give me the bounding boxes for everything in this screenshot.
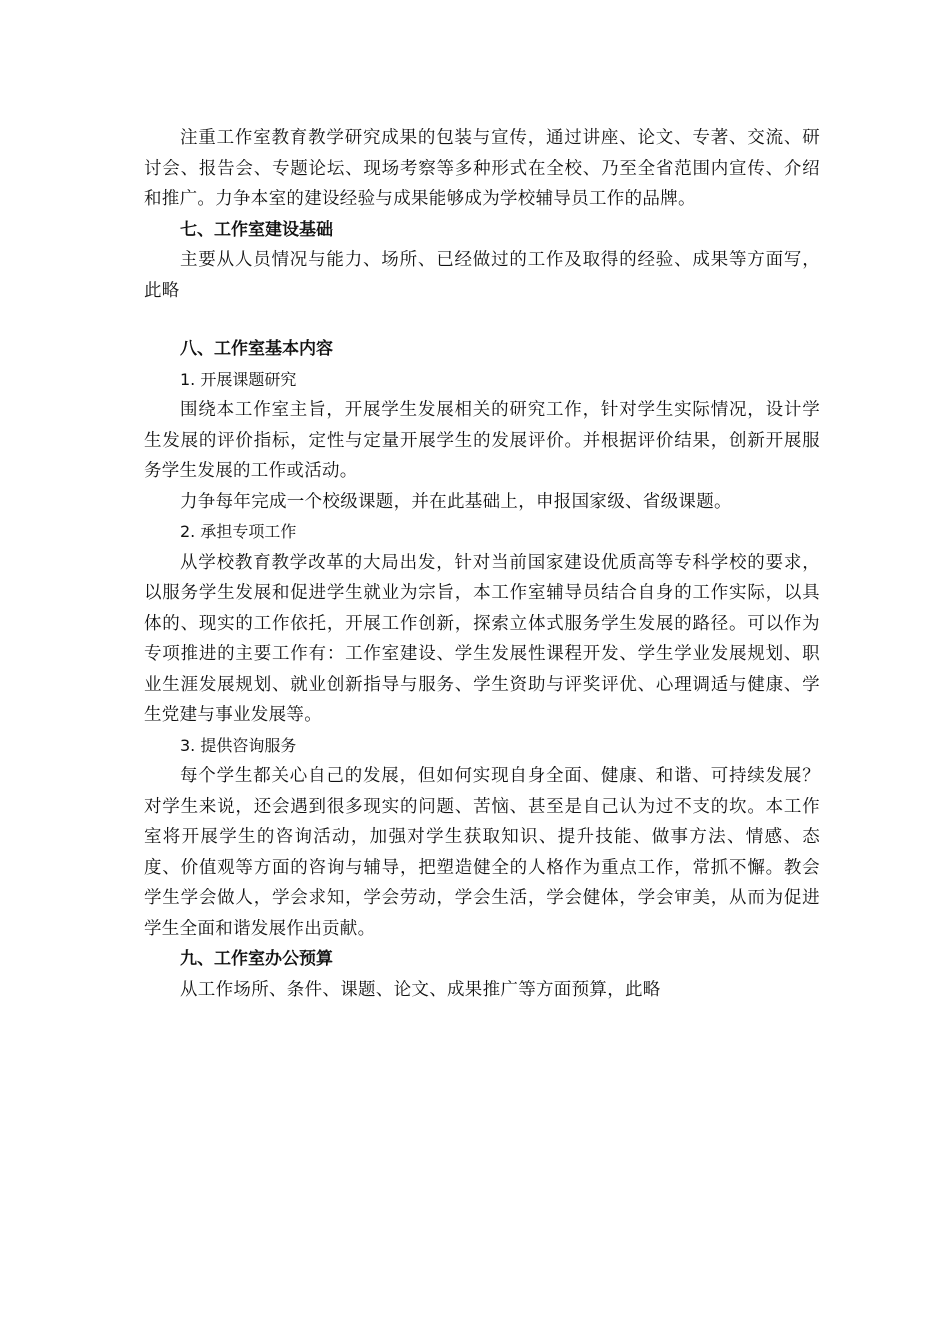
blank-line bbox=[144, 306, 820, 334]
intro-paragraph: 注重工作室教育教学研究成果的包装与宣传，通过讲座、论文、专著、交流、研讨会、报告会、专题论坛、现场考察等多种形式在全校、乃至全省范围内宣传、介绍和推广。力争本室的建设经验与成果能够成为学校辅导员工作的品牌。 bbox=[144, 128, 820, 209]
document-body bbox=[144, 123, 820, 1005]
item-1-paragraph-2: 力争每年完成一个校级课题，并在此基础上，申报国家级、省级课题。 bbox=[180, 491, 732, 512]
section-7-heading: 七、工作室建设基础 bbox=[180, 219, 333, 240]
section-7-paragraph: 主要从人员情况与能力、场所、已经做过的工作及取得的经验、成果等方面写，此略 bbox=[144, 250, 820, 301]
item-1-title: 1. 开展课题研究 bbox=[180, 369, 297, 389]
item-1-paragraph-1: 围绕本工作室主旨，开展学生发展相关的研究工作，针对学生实际情况，设计学生发展的评价指标，定性与定量开展学生的发展评价。并根据评价结果，创新开展服务学生发展的工作或活动。 bbox=[144, 400, 820, 481]
section-9-paragraph: 从工作场所、条件、课题、论文、成果推广等方面预算，此略 bbox=[180, 979, 661, 1000]
item-2-paragraph: 从学校教育教学改革的大局出发，针对当前国家建设优质高等专科学校的要求，以服务学生发展和促进学生就业为宗旨，本工作室辅导员结合自身的工作实际，以具体的、现实的工作依托，开展工作创新，探索立体式服务学生发展的路径。可以作为专项推进的主要工作有：工作室建设、学生发展性课程开发、学生学业发展规划、职业生涯发展规划、就业创新指导与服务、学生资助与评奖评优、心理调适与健康、学生党建与事业发展等。 bbox=[144, 552, 820, 725]
item-3-title: 3. 提供咨询服务 bbox=[180, 735, 297, 755]
section-8-heading: 八、工作室基本内容 bbox=[180, 339, 333, 359]
section-9-heading: 九、工作室办公预算 bbox=[180, 949, 333, 969]
item-2-title: 2. 承担专项工作 bbox=[180, 522, 297, 541]
item-3-paragraph: 每个学生都关心自己的发展，但如何实现自身全面、健康、和谐、可持续发展？对学生来说，还会遇到很多现实的问题、苦恼、甚至是自己认为过不支的坎。本工作室将开展学生的咨询活动，加强对学生获取知识、提升技能、做事方法、情感、态度、价值观等方面的咨询与辅导，把塑造健全的人格作为重点工作，常抓不懈。教会学生学会做人，学会求知，学会劳动，学会生活，学会健体，学会审美，从而为促进学生全面和谐发展作出贡献。 bbox=[144, 766, 820, 939]
